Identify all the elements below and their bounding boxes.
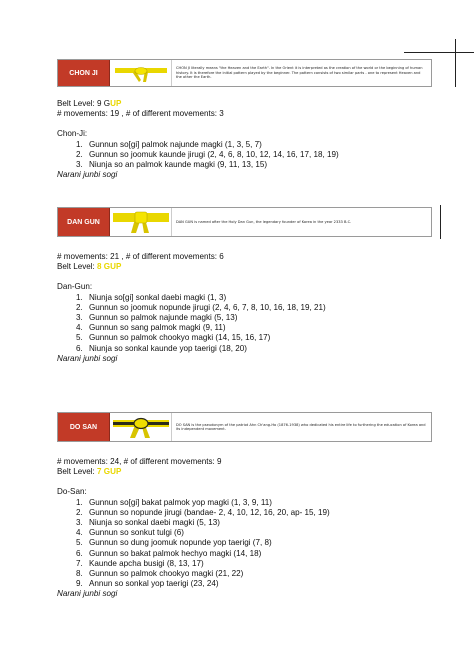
yellow-belt-icon bbox=[110, 60, 172, 86]
steps-list bbox=[57, 293, 326, 354]
form-heading: Do-San: bbox=[57, 487, 87, 497]
crop-mark-h bbox=[404, 52, 474, 53]
list-item: 1. Gunnun so[gi] bakat palmok yop magki (1, 3, 9, 11) bbox=[85, 498, 330, 508]
list-item: 4. Gunnun so sang palmok magki (9, 11) bbox=[85, 323, 326, 333]
belt-level: Belt Level: 7 GUP bbox=[57, 467, 122, 477]
banner-description: DAN GUN is named after the Holy Dan Gun, the legendary founder of Korea in the year 2333 B.C. bbox=[176, 219, 352, 224]
closing-stance: Narani junbi sogi bbox=[57, 353, 118, 363]
belt-level-mark: UP bbox=[110, 99, 122, 108]
banner-title: CHON JI bbox=[58, 60, 110, 86]
list-item: 3. Niunja so sonkal daebi magki (5, 13) bbox=[85, 518, 330, 528]
list-item: 6. Gunnun so bakat palmok hechyo magki (14, 18) bbox=[85, 549, 330, 559]
list-item: 5. Gunnun so dung joomuk nopunde yop taerigi (7, 8) bbox=[85, 538, 330, 548]
banner-title: DAN GUN bbox=[58, 208, 110, 236]
list-item: 5. Gunnun so palmok chookyo magki (14, 15, 16, 17) bbox=[85, 333, 326, 343]
list-item: 4. Gunnun so sonkut tulgi (6) bbox=[85, 528, 330, 538]
steps-list bbox=[57, 140, 339, 171]
belt-level-mark: 8 GUP bbox=[97, 262, 122, 272]
dan-gun-section bbox=[57, 252, 326, 364]
banner-description: DO SAN is the pseudonym of the patriot Ahn Ch'ang-Ho (1876-1938) who dedicated his entire life to furthering the education of Korea and its independent movement. bbox=[176, 422, 426, 431]
dan-gun-banner bbox=[57, 207, 432, 237]
movements-line: # movements: 21 , # of different movements: 6 bbox=[57, 252, 224, 261]
list-item: 3. Gunnun so palmok najunde magki (5, 13) bbox=[85, 313, 326, 323]
list-item: 7. Kaunde apcha busigi (8, 13, 17) bbox=[85, 559, 330, 569]
chon-ji-section bbox=[57, 99, 339, 180]
form-heading: Dan-Gun: bbox=[57, 282, 93, 292]
do-san-section bbox=[57, 457, 330, 600]
yellow-green-belt-icon bbox=[110, 413, 172, 441]
list-item: 1. Niunja so[gi] sonkal daebi magki (1, 3) bbox=[85, 293, 326, 303]
crop-mark-v2 bbox=[440, 205, 441, 239]
yellow-belt-icon bbox=[110, 208, 172, 236]
list-item: 9. Annun so sonkal yop taerigi (23, 24) bbox=[85, 579, 330, 589]
banner-title: DO SAN bbox=[58, 413, 110, 441]
steps-list bbox=[57, 498, 330, 590]
closing-stance: Narani junbi sogi bbox=[57, 170, 118, 180]
list-item: 8. Gunnun so palmok chookyo magki (21, 22) bbox=[85, 569, 330, 579]
list-item: 3. Niunja so an palmok kaunde magki (9, 11, 13, 15) bbox=[85, 160, 339, 170]
belt-level: Belt Level: 8 GUP bbox=[57, 262, 122, 272]
belt-level-mark: 7 GUP bbox=[97, 467, 122, 477]
do-san-banner bbox=[57, 412, 432, 442]
list-item: 6. Niunja so sonkal kaunde yop taerigi (18, 20) bbox=[85, 344, 326, 354]
list-item: 2. Gunnun so nopunde jirugi (bandae- 2, 4, 10, 12, 16, 20, ap- 15, 19) bbox=[85, 508, 330, 518]
banner-description: CHON JI literally means "the Heaven and the Earth". In the Orient it is interpreted as the creation of the world or the beginning of human history. It is therefore the initial pattern played by the beginner. The pattern consists of two similar parts - one to represent Heaven and the other the Earth. bbox=[176, 66, 423, 80]
belt-level: Belt Level: 9 GUP bbox=[57, 99, 122, 108]
list-item: 2. Gunnun so joomuk nopunde jirugi (2, 4, 6, 7, 8, 10, 16, 18, 19, 21) bbox=[85, 303, 326, 313]
crop-mark-v bbox=[455, 39, 456, 87]
list-item: 2. Gunnun so joomuk kaunde jirugi (2, 4, 6, 8, 10, 12, 14, 16, 17, 18, 19) bbox=[85, 150, 339, 160]
movements-line: # movements: 19 , # of different movements: 3 bbox=[57, 109, 224, 119]
form-heading: Chon-Ji: bbox=[57, 129, 88, 139]
chon-ji-banner bbox=[57, 59, 432, 87]
movements-line: # movements: 24, # of different movements: 9 bbox=[57, 457, 222, 466]
list-item: 1. Gunnun so[gi] palmok najunde magki (1, 3, 5, 7) bbox=[85, 140, 339, 150]
closing-stance: Narani junbi sogi bbox=[57, 589, 118, 599]
